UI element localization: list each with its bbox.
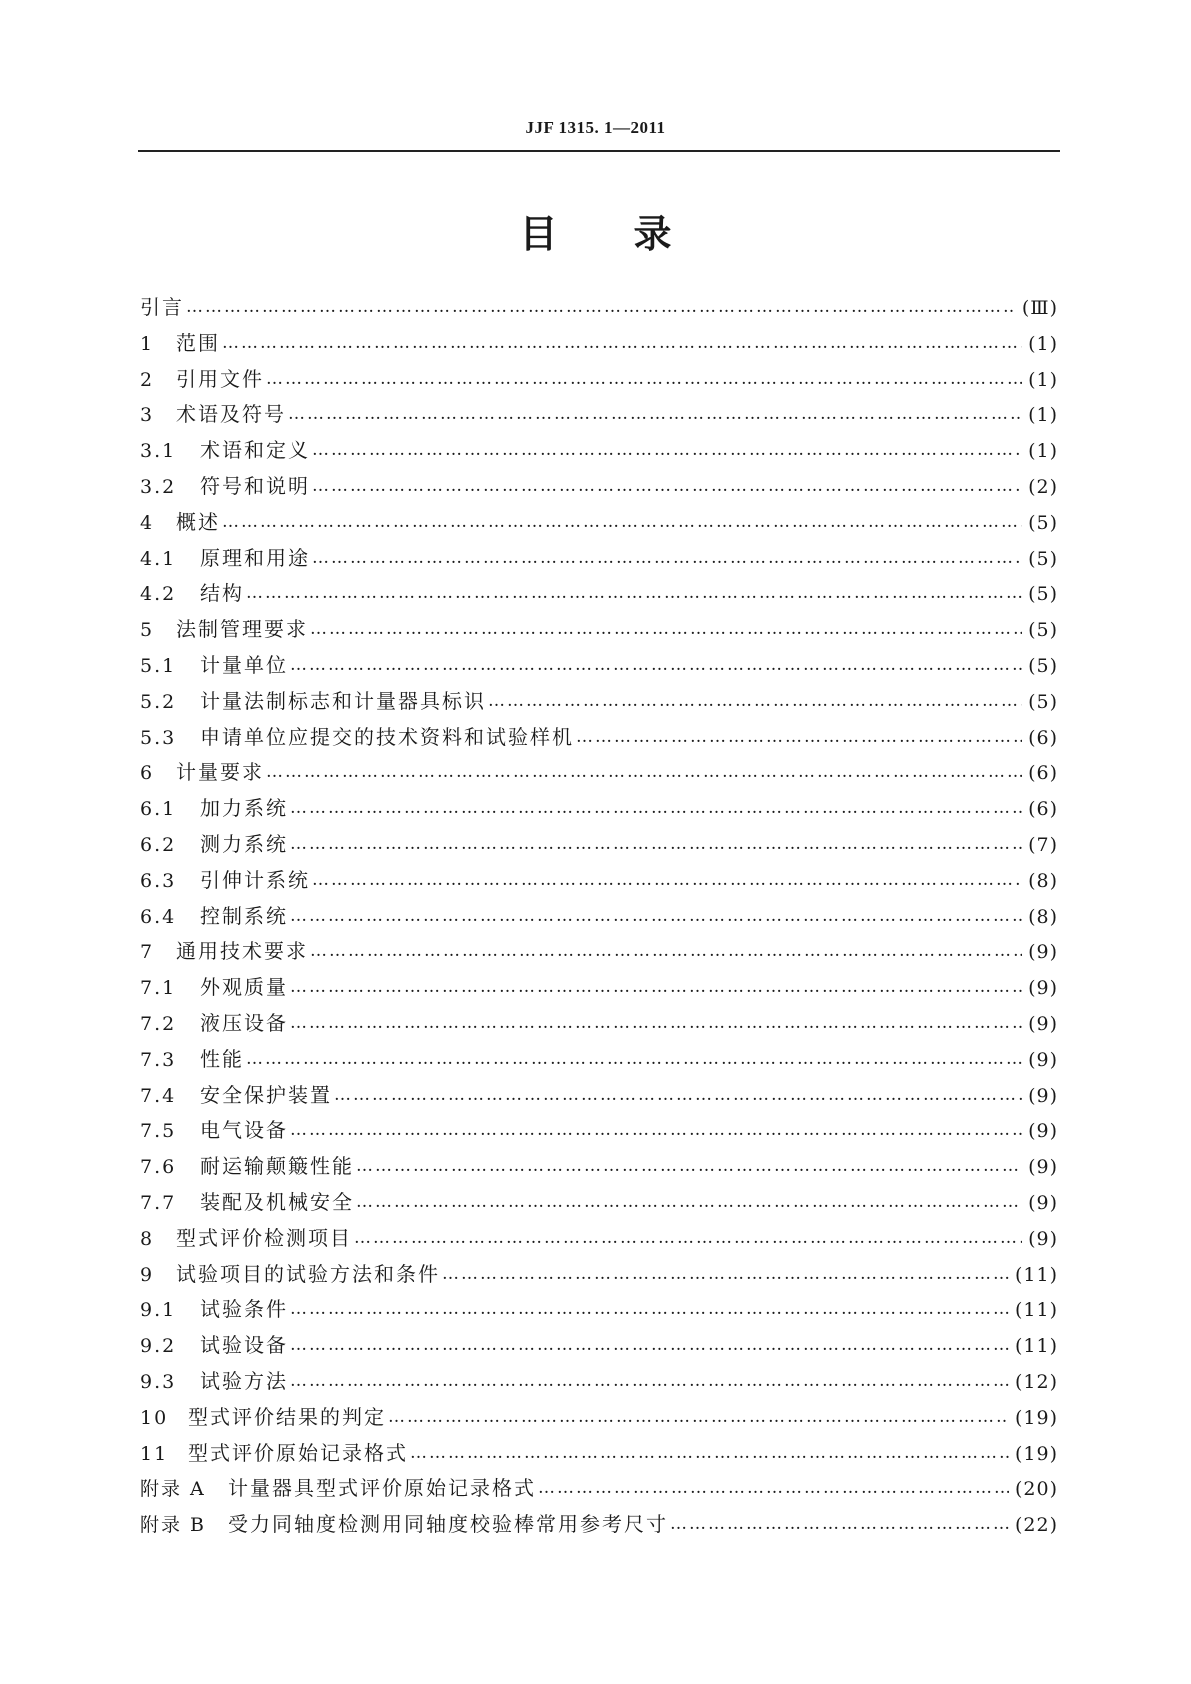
toc-entry-title: 通用技术要求: [176, 939, 308, 964]
toc-entry[interactable]: [140, 326, 1058, 362]
toc-entry-number: 6.1: [140, 798, 177, 821]
toc-entry-page: (5): [1028, 547, 1058, 570]
toc-leader-dots: [290, 791, 1022, 827]
table-of-contents: [140, 290, 1058, 1543]
toc-entry-title: 引伸计系统: [200, 867, 310, 892]
toc-entry-page: (19): [1014, 1406, 1058, 1429]
toc-entry-title: 加力系统: [200, 796, 288, 821]
toc-entry[interactable]: [140, 720, 1058, 756]
toc-entry-title: 型式评价检测项目: [176, 1225, 352, 1250]
toc-entry-page: (1): [1028, 368, 1058, 391]
toc-entry-page: (6): [1028, 798, 1058, 821]
toc-entry[interactable]: [140, 1113, 1058, 1149]
toc-entry-title: 计量单位: [200, 652, 288, 677]
toc-entry-number: 3.2: [140, 475, 177, 498]
toc-entry-page: (5): [1028, 511, 1058, 534]
toc-entry[interactable]: [140, 791, 1058, 827]
toc-leader-dots: [266, 362, 1022, 398]
toc-leader-dots: [488, 684, 1022, 720]
toc-entry[interactable]: [140, 1149, 1058, 1185]
toc-entry-page: (7): [1028, 833, 1058, 856]
toc-entry-number: 4.1: [140, 547, 177, 570]
toc-entry-title: 法制管理要求: [176, 617, 308, 642]
toc-entry-title: 申请单位应提交的技术资料和试验样机: [200, 724, 574, 749]
toc-entry-page: (5): [1028, 654, 1058, 677]
toc-entry-page: (11): [1014, 1263, 1058, 1286]
toc-entry-title: 试验方法: [200, 1368, 288, 1393]
toc-entry-number: 7.2: [140, 1012, 177, 1035]
toc-entry[interactable]: [140, 1185, 1058, 1221]
toc-entry-number: 5: [140, 619, 155, 642]
toc-entry-title: 术语和定义: [200, 438, 310, 463]
toc-entry-page: (2): [1028, 475, 1058, 498]
toc-entry-number: 5.1: [140, 654, 177, 677]
toc-entry-number: 8: [140, 1227, 155, 1250]
toc-entry[interactable]: [140, 576, 1058, 612]
toc-entry-number: 7.6: [140, 1156, 177, 1179]
toc-entry-page: (12): [1014, 1370, 1058, 1393]
toc-entry-page: (6): [1028, 762, 1058, 785]
toc-entry[interactable]: [140, 290, 1058, 326]
toc-leader-dots: [186, 290, 1016, 326]
toc-entry[interactable]: [140, 1292, 1058, 1328]
header-divider: [138, 150, 1060, 152]
toc-leader-dots: [410, 1436, 1009, 1472]
toc-entry-title: 概述: [176, 509, 220, 534]
page-title: [0, 203, 1191, 258]
toc-entry-title: 计量器具型式评价原始记录格式: [228, 1476, 536, 1501]
toc-entry[interactable]: [140, 505, 1058, 541]
toc-leader-dots: [356, 1185, 1022, 1221]
toc-entry-title: 电气设备: [200, 1118, 288, 1143]
toc-entry-page: (6): [1028, 726, 1058, 749]
title-char-2: 录: [633, 212, 672, 256]
toc-entry-title: 试验设备: [200, 1333, 288, 1358]
toc-entry-number: 5.3: [140, 726, 177, 749]
toc-entry-page: (1): [1028, 404, 1058, 427]
toc-entry[interactable]: [140, 433, 1058, 469]
toc-entry-number: 7.4: [140, 1084, 177, 1107]
toc-entry-title: 性能: [200, 1046, 244, 1071]
toc-entry-title: 装配及机械安全: [200, 1189, 354, 1214]
toc-leader-dots: [290, 970, 1022, 1006]
toc-entry[interactable]: [140, 469, 1058, 505]
toc-entry-title: 计量要求: [176, 760, 264, 785]
toc-entry[interactable]: [140, 1221, 1058, 1257]
toc-entry-title: 引用文件: [176, 366, 264, 391]
toc-entry[interactable]: [140, 1364, 1058, 1400]
toc-entry-number: 7.1: [140, 977, 177, 1000]
document-code: JJF 1315. 1—2011: [525, 118, 666, 137]
toc-entry-title: 耐运输颠簸性能: [200, 1154, 354, 1179]
toc-leader-dots: [310, 934, 1022, 970]
toc-entry[interactable]: [140, 541, 1058, 577]
toc-entry-number: 6.4: [140, 905, 177, 928]
toc-entry-number: 附录 B: [140, 1514, 207, 1537]
toc-entry[interactable]: [140, 1257, 1058, 1293]
toc-entry-title: 外观质量: [200, 975, 288, 1000]
toc-entry-title: 试验项目的试验方法和条件: [176, 1261, 440, 1286]
toc-entry-number: 9.3: [140, 1370, 177, 1393]
toc-entry[interactable]: [140, 755, 1058, 791]
toc-leader-dots: [266, 755, 1022, 791]
toc-entry-title: 试验条件: [200, 1297, 288, 1322]
toc-entry-page: (5): [1028, 583, 1058, 606]
toc-entry-number: 附录 A: [140, 1478, 206, 1501]
toc-leader-dots: [290, 648, 1022, 684]
toc-entry[interactable]: [140, 1006, 1058, 1042]
toc-entry-number: 7: [140, 941, 155, 964]
toc-entry-page: (Ⅲ): [1021, 297, 1058, 319]
toc-entry-page: (9): [1028, 1227, 1058, 1250]
toc-entry-page: (11): [1014, 1299, 1058, 1322]
toc-entry-number: 9.2: [140, 1335, 177, 1358]
toc-leader-dots: [312, 863, 1022, 899]
toc-entry-title: 结构: [200, 581, 244, 606]
toc-leader-dots: [310, 612, 1022, 648]
toc-entry[interactable]: [140, 397, 1058, 433]
toc-entry-number: 1: [140, 332, 155, 355]
toc-leader-dots: [312, 541, 1022, 577]
toc-entry[interactable]: [140, 612, 1058, 648]
toc-entry-page: (5): [1028, 619, 1058, 642]
toc-entry-page: (9): [1028, 1048, 1058, 1071]
toc-entry-page: (20): [1014, 1478, 1058, 1501]
toc-entry[interactable]: [140, 1471, 1058, 1507]
toc-leader-dots: [312, 433, 1022, 469]
toc-leader-dots: [356, 1149, 1022, 1185]
toc-entry-number: 10: [140, 1406, 169, 1429]
toc-entry-page: (11): [1014, 1335, 1058, 1358]
toc-entry-number: 6.2: [140, 833, 177, 856]
toc-entry-title: 型式评价结果的判定: [188, 1404, 386, 1429]
toc-entry-page: (1): [1028, 440, 1058, 463]
toc-entry[interactable]: [140, 863, 1058, 899]
toc-entry-number: 7.7: [140, 1191, 177, 1214]
toc-entry-title: 控制系统: [200, 903, 288, 928]
toc-entry[interactable]: [140, 970, 1058, 1006]
toc-entry-page: (8): [1028, 905, 1058, 928]
toc-entry-title: 受力同轴度检测用同轴度校验棒常用参考尺寸: [228, 1512, 668, 1537]
toc-entry-page: (9): [1028, 1084, 1058, 1107]
toc-leader-dots: [334, 1078, 1022, 1114]
toc-entry-number: 6.3: [140, 869, 177, 892]
toc-leader-dots: [576, 720, 1022, 756]
toc-entry[interactable]: [140, 1078, 1058, 1114]
toc-entry-number: 9: [140, 1263, 155, 1286]
toc-entry-page: (22): [1014, 1514, 1058, 1537]
toc-leader-dots: [288, 397, 1022, 433]
toc-entry-page: (9): [1028, 1156, 1058, 1179]
toc-entry-page: (9): [1028, 941, 1058, 964]
toc-leader-dots: [290, 1006, 1022, 1042]
toc-leader-dots: [290, 1292, 1009, 1328]
toc-leader-dots: [388, 1400, 1009, 1436]
toc-leader-dots: [442, 1257, 1009, 1293]
toc-leader-dots: [290, 1328, 1009, 1364]
title-char-1: 目: [519, 212, 558, 256]
toc-entry-title: 液压设备: [200, 1010, 288, 1035]
toc-entry-title: 测力系统: [200, 831, 288, 856]
toc-leader-dots: [670, 1507, 1009, 1543]
toc-entry-page: (9): [1028, 1120, 1058, 1143]
toc-entry-number: 4: [140, 511, 155, 534]
toc-entry-number: 7.3: [140, 1048, 177, 1071]
toc-leader-dots: [222, 505, 1022, 541]
toc-entry-title: 型式评价原始记录格式: [188, 1440, 408, 1465]
toc-entry-number: 5.2: [140, 690, 177, 713]
toc-entry-page: (9): [1028, 1012, 1058, 1035]
toc-entry-title: 原理和用途: [200, 545, 310, 570]
toc-entry[interactable]: [140, 1042, 1058, 1078]
toc-entry-number: 3.1: [140, 440, 177, 463]
toc-entry-page: (1): [1028, 332, 1058, 355]
toc-entry-number: 3: [140, 404, 155, 427]
toc-entry-page: (9): [1028, 1191, 1058, 1214]
toc-leader-dots: [246, 576, 1022, 612]
toc-entry-number: 6: [140, 762, 155, 785]
toc-entry[interactable]: [140, 684, 1058, 720]
toc-entry[interactable]: [140, 1400, 1058, 1436]
toc-entry-page: (5): [1028, 690, 1058, 713]
toc-entry-title: 引言: [140, 295, 184, 319]
toc-leader-dots: [290, 899, 1022, 935]
toc-entry-page: (19): [1014, 1442, 1058, 1465]
toc-entry[interactable]: [140, 362, 1058, 398]
toc-leader-dots: [290, 827, 1022, 863]
toc-entry[interactable]: [140, 1436, 1058, 1472]
toc-entry-title: 安全保护装置: [200, 1082, 332, 1107]
toc-entry-number: 2: [140, 368, 155, 391]
toc-leader-dots: [246, 1042, 1022, 1078]
toc-leader-dots: [290, 1364, 1009, 1400]
toc-leader-dots: [312, 469, 1022, 505]
toc-leader-dots: [290, 1113, 1022, 1149]
toc-leader-dots: [354, 1221, 1022, 1257]
toc-entry-number: 9.1: [140, 1299, 177, 1322]
toc-leader-dots: [538, 1471, 1009, 1507]
toc-entry-number: 11: [140, 1442, 169, 1465]
toc-entry[interactable]: [140, 899, 1058, 935]
toc-entry-number: 4.2: [140, 583, 177, 606]
toc-entry-page: (9): [1028, 977, 1058, 1000]
toc-entry[interactable]: [140, 648, 1058, 684]
toc-entry-title: 计量法制标志和计量器具标识: [200, 688, 486, 713]
toc-entry-title: 符号和说明: [200, 473, 310, 498]
toc-entry-page: (8): [1028, 869, 1058, 892]
toc-entry[interactable]: [140, 934, 1058, 970]
toc-entry[interactable]: [140, 827, 1058, 863]
toc-entry-title: 范围: [176, 330, 220, 355]
toc-entry[interactable]: [140, 1507, 1058, 1543]
toc-leader-dots: [222, 326, 1022, 362]
toc-entry[interactable]: [140, 1328, 1058, 1364]
toc-entry-title: 术语及符号: [176, 402, 286, 427]
toc-entry-number: 7.5: [140, 1120, 177, 1143]
